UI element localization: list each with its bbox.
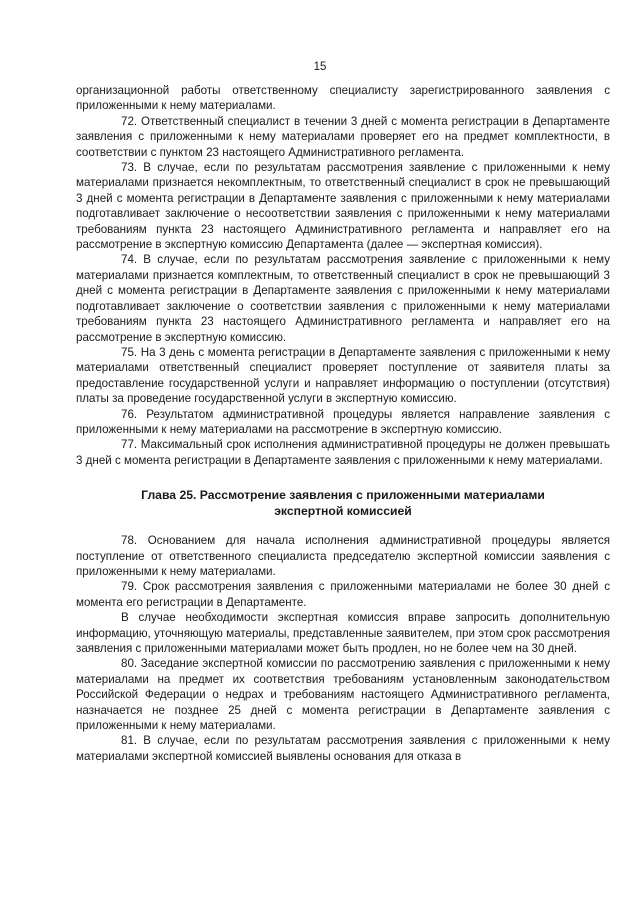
- paragraph-77: 77. Максимальный срок исполнения административной процедуры не должен превышать 3 дней с момента регистрации в Департаменте заявления с приложенными к нему материалами.: [76, 438, 610, 467]
- paragraph-74: 74. В случае, если по результатам рассмотрения заявление с приложенными к нему материалами признается комплектным, то ответственный специалист в срок не превышающий 3 дней с момента регистрации в Департаменте заявления с приложенными к нему материалами подготавливает заключение о соответствии заявления с приложенными к нему материалами требованиям пункта 23 настоящего Административного регламента и направляет его на рассмотрение в экспертную комиссию.: [76, 253, 610, 344]
- chapter-heading-line-2: экспертной комиссией: [274, 504, 412, 519]
- paragraph-79-extension: В случае необходимости экспертная комиссия вправе запросить дополнительную информацию, уточняющую материалы, представленные заявителем, при этом срок рассмотрения заявления с приложенными материалами может быть продлен, но не более чем на 30 дней.: [76, 611, 610, 655]
- chapter-heading-line-1: Глава 25. Рассмотрение заявления с приложенными материалами: [141, 488, 545, 503]
- paragraph-continuation: организационной работы ответственному специалисту зарегистрированного заявления с приложенными к нему материалами.: [76, 84, 610, 113]
- page-number: 15: [313, 61, 327, 73]
- paragraph-78: 78. Основанием для начала исполнения административной процедуры является поступление от ответственного специалиста председателю экспертной комиссии заявления с приложенными к нему материалами.: [76, 534, 610, 578]
- document-body: [76, 83, 610, 764]
- paragraph-79: 79. Срок рассмотрения заявления с приложенными материалами не более 30 дней с момента его регистрации в Департаменте.: [76, 580, 610, 609]
- paragraph-73: 73. В случае, если по результатам рассмотрения заявление с приложенными к нему материалами признается некомплектным, то ответственный специалист в срок не превышающий 3 дней с момента регистрации в Департаменте заявления с приложенными к нему материалами подготавливает заключение о несоответствии заявления с приложенными к нему материалами требованиям пункта 23 настоящего Административного регламента и направляет его на рассмотрение в экспертную комиссию Департамента (далее — экспертная комиссия).: [76, 161, 610, 252]
- paragraph-80: 80. Заседание экспертной комиссии по рассмотрению заявления с приложенными к нему материалами на предмет их соответствия требованиям установленным законодательством Российской Федерации о недрах и требованиям настоящего Административного регламента, назначается не позднее 25 дней с момента регистрации в Департаменте заявления с приложенными к нему материалами.: [76, 657, 610, 733]
- paragraph-72: 72. Ответственный специалист в течении 3 дней с момента регистрации в Департаменте заявления с приложенными к нему материалами проверяет его на предмет комплектности, в соответствии с пунктом 23 настоящего Административного регламента.: [76, 114, 610, 159]
- paragraph-75: 75. На 3 день с момента регистрации в Департаменте заявления с приложенными к нему материалами ответственный специалист проверяет поступление от заявителя платы за предоставление государственной услуги и направляет информацию о поступлении (отсутствия) платы за проведение государственной услуги в экспертную комиссию.: [76, 345, 610, 406]
- chapter-heading: [76, 487, 610, 519]
- paragraph-76: 76. Результатом административной процедуры является направление заявления с приложенными к нему материалами на рассмотрение в экспертную комиссию.: [76, 407, 610, 436]
- paragraph-81: 81. В случае, если по результатам рассмотрения заявления с приложенными к нему материалами экспертной комиссией выявлены основания для отказа в: [76, 734, 610, 763]
